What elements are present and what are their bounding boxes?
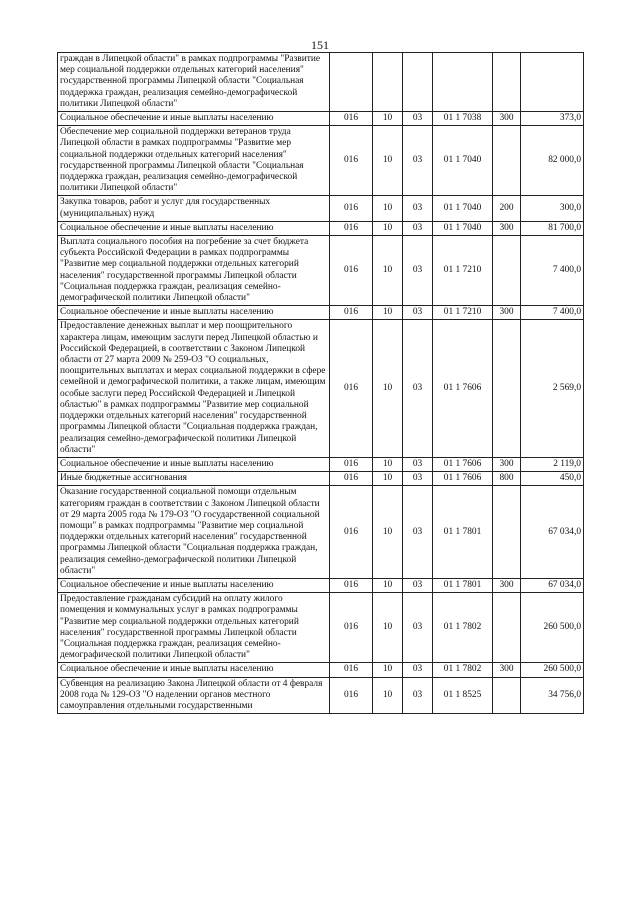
ministry-code-cell: 016 — [330, 112, 373, 126]
ministry-code-cell: 016 — [330, 320, 373, 457]
row-name-cell: Иные бюджетные ассигнования — [58, 472, 330, 486]
section-code-cell — [373, 53, 403, 112]
expense-type-cell: 300 — [493, 306, 521, 320]
expense-type-cell: 200 — [493, 196, 521, 221]
table-row — [58, 486, 584, 579]
sum-cell: 81 700,0 — [521, 221, 584, 235]
target-article-cell: 01 1 7040 — [433, 221, 493, 235]
table-row — [58, 53, 584, 112]
section-code-cell: 10 — [373, 472, 403, 486]
ministry-code-cell: 016 — [330, 221, 373, 235]
expense-type-cell: 300 — [493, 457, 521, 471]
subsection-code-cell: 03 — [403, 593, 433, 663]
table-row — [58, 126, 584, 196]
expense-type-cell: 300 — [493, 221, 521, 235]
table-row — [58, 677, 584, 714]
expense-type-cell — [493, 126, 521, 196]
expense-type-cell: 300 — [493, 578, 521, 592]
table-row — [58, 593, 584, 663]
section-code-cell: 10 — [373, 221, 403, 235]
row-name-cell: Предоставление гражданам субсидий на оплату жилого помещения и коммунальных услуг в рамках подпрограммы "Развитие мер социальной поддержки отдельных категорий населения" государственной программы Липецкой области "Социальная поддержка граждан, реализация семейно-демографической политики Липецкой области" — [58, 593, 330, 663]
sum-cell: 82 000,0 — [521, 126, 584, 196]
section-code-cell: 10 — [373, 663, 403, 677]
target-article-cell: 01 1 7801 — [433, 486, 493, 579]
row-name-cell: граждан в Липецкой области" в рамках подпрограммы "Развитие мер социальной поддержки отдельных категорий населения" государственной программы Липецкой области "Социальная поддержка граждан, реализация семейно-демографической политики Липецкой области" — [58, 53, 330, 112]
target-article-cell: 01 1 7802 — [433, 593, 493, 663]
sum-cell: 67 034,0 — [521, 486, 584, 579]
section-code-cell: 10 — [373, 126, 403, 196]
expense-type-cell: 800 — [493, 472, 521, 486]
row-name-cell: Выплата социального пособия на погребение за счет бюджета субъекта Российской Федерации в рамках подпрограммы "Развитие мер социальной поддержки отдельных категорий населения" государственной программы Липецкой области "Социальная поддержка граждан, реализация семейно-демографической политики Липецкой области" — [58, 236, 330, 306]
section-code-cell: 10 — [373, 578, 403, 592]
target-article-cell — [433, 53, 493, 112]
row-name-cell: Субвенция на реализацию Закона Липецкой области от 4 февраля 2008 года № 129-ОЗ "О наделении органов местного самоуправления отдельными государственными — [58, 677, 330, 714]
table-row — [58, 236, 584, 306]
subsection-code-cell: 03 — [403, 677, 433, 714]
sum-cell: 34 756,0 — [521, 677, 584, 714]
row-name-cell: Социальное обеспечение и иные выплаты населению — [58, 306, 330, 320]
target-article-cell: 01 1 7040 — [433, 196, 493, 221]
sum-cell: 300,0 — [521, 196, 584, 221]
row-name-cell: Оказание государственной социальной помощи отдельным категориям граждан в соответствии с Законом Липецкой области от 29 марта 2005 года № 179-ОЗ "О государственной социальной помощи" в рамках подпрограммы "Развитие мер социальной поддержки отдельных категорий населения" государственной программы Липецкой области "Социальная поддержка граждан, реализация семейно-демографической политики Липецкой области" — [58, 486, 330, 579]
target-article-cell: 01 1 7606 — [433, 457, 493, 471]
ministry-code-cell: 016 — [330, 306, 373, 320]
table-row — [58, 457, 584, 471]
budget-table — [57, 52, 584, 714]
row-name-cell: Закупка товаров, работ и услуг для государственных (муниципальных) нужд — [58, 196, 330, 221]
sum-cell: 67 034,0 — [521, 578, 584, 592]
sum-cell: 7 400,0 — [521, 236, 584, 306]
subsection-code-cell: 03 — [403, 578, 433, 592]
expense-type-cell — [493, 320, 521, 457]
table-row — [58, 112, 584, 126]
ministry-code-cell: 016 — [330, 236, 373, 306]
table-row — [58, 663, 584, 677]
subsection-code-cell: 03 — [403, 306, 433, 320]
table-row — [58, 306, 584, 320]
section-code-cell: 10 — [373, 486, 403, 579]
expense-type-cell: 300 — [493, 112, 521, 126]
section-code-cell: 10 — [373, 677, 403, 714]
expense-type-cell — [493, 593, 521, 663]
target-article-cell: 01 1 7040 — [433, 126, 493, 196]
table-row — [58, 196, 584, 221]
section-code-cell: 10 — [373, 593, 403, 663]
table-row — [58, 221, 584, 235]
table-row — [58, 472, 584, 486]
section-code-cell: 10 — [373, 236, 403, 306]
target-article-cell: 01 1 7802 — [433, 663, 493, 677]
subsection-code-cell: 03 — [403, 236, 433, 306]
expense-type-cell — [493, 236, 521, 306]
sum-cell — [521, 53, 584, 112]
ministry-code-cell: 016 — [330, 677, 373, 714]
table-row — [58, 320, 584, 457]
section-code-cell: 10 — [373, 457, 403, 471]
sum-cell: 260 500,0 — [521, 663, 584, 677]
expense-type-cell — [493, 53, 521, 112]
ministry-code-cell: 016 — [330, 126, 373, 196]
ministry-code-cell: 016 — [330, 472, 373, 486]
subsection-code-cell: 03 — [403, 320, 433, 457]
subsection-code-cell — [403, 53, 433, 112]
target-article-cell: 01 1 7606 — [433, 320, 493, 457]
table-row — [58, 578, 584, 592]
ministry-code-cell — [330, 53, 373, 112]
target-article-cell: 01 1 7801 — [433, 578, 493, 592]
subsection-code-cell: 03 — [403, 663, 433, 677]
sum-cell: 450,0 — [521, 472, 584, 486]
row-name-cell: Обеспечение мер социальной поддержки ветеранов труда Липецкой области в рамках подпрограммы "Развитие мер социальной поддержки отдельных категорий населения" государственной программы Липецкой области "Социальная поддержка граждан, реализация семейно-демографической политики Липецкой области" — [58, 126, 330, 196]
sum-cell: 2 569,0 — [521, 320, 584, 457]
row-name-cell: Предоставление денежных выплат и мер поощрительного характера лицам, имеющим заслуги перед Липецкой областью и Российской Федерацией, в соответствии с Законом Липецкой области от 27 марта 2009 № 259-ОЗ "О социальных, поощрительных выплатах и мерах социальной поддержки в сфере семейной и демографической политики, а также лицам, имеющим особые заслуги перед Российской Федерацией и Липецкой областью" в рамках подпрограммы "Развитие мер социальной поддержки отдельных категорий населения" государственной программы Липецкой области "Социальная поддержка граждан, реализация семейно-демографической политики Липецкой области" — [58, 320, 330, 457]
target-article-cell: 01 1 7210 — [433, 306, 493, 320]
section-code-cell: 10 — [373, 196, 403, 221]
subsection-code-cell: 03 — [403, 486, 433, 579]
subsection-code-cell: 03 — [403, 457, 433, 471]
ministry-code-cell: 016 — [330, 486, 373, 579]
section-code-cell: 10 — [373, 112, 403, 126]
sum-cell: 2 119,0 — [521, 457, 584, 471]
ministry-code-cell: 016 — [330, 457, 373, 471]
ministry-code-cell: 016 — [330, 196, 373, 221]
target-article-cell: 01 1 8525 — [433, 677, 493, 714]
subsection-code-cell: 03 — [403, 112, 433, 126]
row-name-cell: Социальное обеспечение и иные выплаты населению — [58, 221, 330, 235]
row-name-cell: Социальное обеспечение и иные выплаты населению — [58, 457, 330, 471]
row-name-cell: Социальное обеспечение и иные выплаты населению — [58, 578, 330, 592]
expense-type-cell — [493, 486, 521, 579]
expense-type-cell: 300 — [493, 663, 521, 677]
page-number: 151 — [311, 38, 329, 52]
ministry-code-cell: 016 — [330, 578, 373, 592]
section-code-cell: 10 — [373, 320, 403, 457]
subsection-code-cell: 03 — [403, 126, 433, 196]
subsection-code-cell: 03 — [403, 221, 433, 235]
row-name-cell: Социальное обеспечение и иные выплаты населению — [58, 112, 330, 126]
sum-cell: 7 400,0 — [521, 306, 584, 320]
subsection-code-cell: 03 — [403, 472, 433, 486]
ministry-code-cell: 016 — [330, 593, 373, 663]
target-article-cell: 01 1 7210 — [433, 236, 493, 306]
row-name-cell: Социальное обеспечение и иные выплаты населению — [58, 663, 330, 677]
sum-cell: 260 500,0 — [521, 593, 584, 663]
expense-type-cell — [493, 677, 521, 714]
sum-cell: 373,0 — [521, 112, 584, 126]
target-article-cell: 01 1 7038 — [433, 112, 493, 126]
target-article-cell: 01 1 7606 — [433, 472, 493, 486]
subsection-code-cell: 03 — [403, 196, 433, 221]
section-code-cell: 10 — [373, 306, 403, 320]
ministry-code-cell: 016 — [330, 663, 373, 677]
